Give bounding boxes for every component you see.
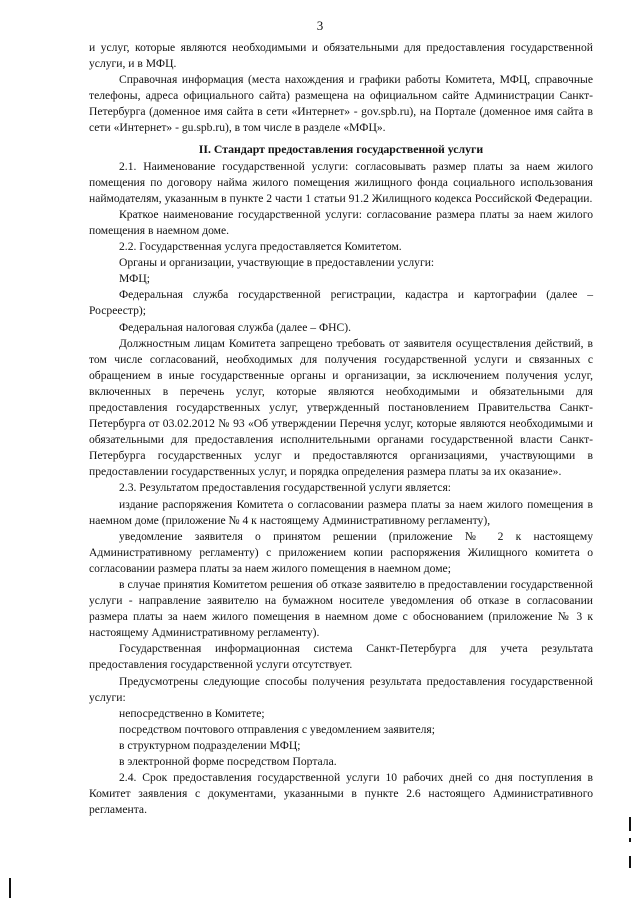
paragraph-rosreestr: Федеральная служба государственной регистрации, кадастра и картографии (далее – Росреестр);	[89, 288, 593, 318]
paragraph-result-methods: Предусмотрены следующие способы получения результата предоставления государственной услуги:	[89, 674, 593, 704]
paragraph-2-4: 2.4. Срок предоставления государственной услуги 10 рабочих дней со дня поступления в Комитет заявления с документами, указанными в пункте 2.6 настоящего Административного регламента.	[89, 771, 593, 817]
paragraph-2-1: 2.1. Наименование государственной услуги: согласовывать размер платы за наем жилого помещения по договору найма жилого помещения жилищного фонда социального использования наймодателям, указанным в пункте 2 части 1 статьи 91.2 Жилищного кодекса Российской Федерации.	[89, 159, 593, 205]
paragraph-2-2: 2.2. Государственная услуга предоставляется Комитетом.	[119, 240, 402, 254]
paragraph-prohibition: Должностным лицам Комитета запрещено требовать от заявителя осуществления действий, в том числе согласований, необходимых для получения государственной услуги и связанных с обращением в иные государственные органы и организации, за исключением получения услуг, включенных в перечень услуг, которые являются необходимыми и обязательными для предоставления государственных услуг, утвержденный постановлением Правительства Санкт-Петербурга от 03.02.2012 № 93 «Об утверждении Перечня услуг, которые являются необходимыми и обязательными для предоставления исполнительными органами государственной власти Санкт-Петербурга государственных услуг и предоставляются организациями, участвующими в предоставлении государственных услуг, и порядка определения размера платы за их оказание».	[89, 336, 593, 479]
paragraph-result-notice: уведомление заявителя о принятом решении (приложение № 2 к настоящему Административному регламенту) с приложением копии распоряжения Жилищного комитета о согласовании размера платы за наем жилого помещения в наемном доме;	[89, 529, 593, 575]
paragraph-mfc: МФЦ;	[119, 272, 150, 286]
paragraph-continuation: и услуг, которые являются необходимыми и обязательными для предоставления государственной услуги, и в МФЦ.	[89, 41, 593, 71]
paragraph-2-3: 2.3. Результатом предоставления государственной услуги является:	[119, 481, 452, 495]
paragraph-result-order: издание распоряжения Комитета о согласовании размера платы за наем жилого помещения в наемном доме (приложение № 4 к настоящему Административному регламенту),	[89, 497, 593, 527]
section-heading: II. Стандарт предоставления государственной услуги	[198, 141, 484, 156]
list-item-post: посредством почтового отправления с уведомлением заявителя;	[119, 722, 435, 736]
document-body	[89, 40, 593, 818]
list-item-committee: непосредственно в Комитете;	[119, 706, 265, 720]
list-item-portal: в электронной форме посредством Портала.	[119, 755, 337, 769]
scan-mark-left	[9, 878, 11, 898]
paragraph-info-system: Государственная информационная система Санкт-Петербурга для учета результата предоставления государственной услуги отсутствует.	[89, 642, 593, 672]
page-number: 3	[316, 18, 324, 33]
scan-mark-right-1	[629, 817, 631, 831]
paragraph-result-refusal: в случае принятия Комитетом решения об отказе заявителю в предоставлении государственной услуги - направление заявителю на бумажном носителе уведомления об отказе в согласовании размера платы за наем жилого помещения в наемном доме с обоснованием (приложение № 3 к настоящему Административному регламенту).	[89, 578, 593, 640]
scan-mark-right-3	[629, 856, 631, 868]
list-item-mfc: в структурном подразделении МФЦ;	[119, 738, 301, 752]
scan-mark-right-2	[629, 838, 631, 842]
paragraph-fns: Федеральная налоговая служба (далее – ФНС).	[119, 320, 351, 334]
paragraph-reference-info: Справочная информация (места нахождения и графики работы Комитета, МФЦ, справочные телефоны, адреса официального сайта) размещена на официальном сайте Администрации Санкт-Петербурга (доменное имя сайта в сети «Интернет» - gov.spb.ru), на Портале (доменное имя сайта в сети «Интернет» - gu.spb.ru), в том числе в разделе «МФЦ».	[89, 73, 593, 135]
paragraph-organizations: Органы и организации, участвующие в предоставлении услуги:	[119, 256, 435, 270]
paragraph-short-name: Краткое наименование государственной услуги: согласование размера платы за наем жилого помещения в наемном доме.	[89, 207, 593, 237]
